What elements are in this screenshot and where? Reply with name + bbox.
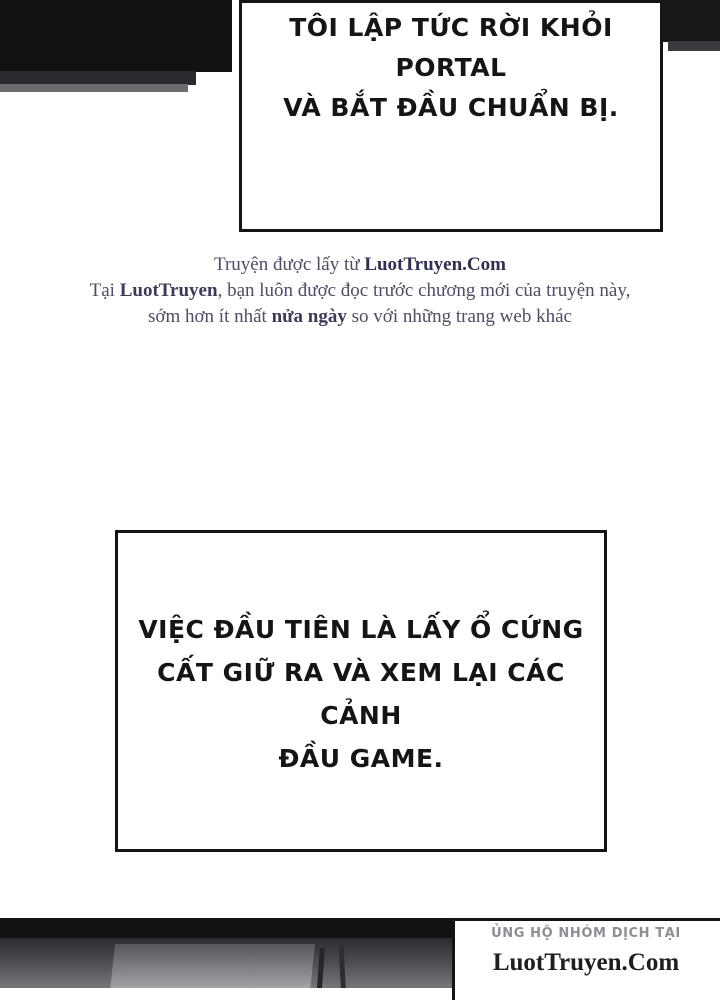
narration-text-middle — [118, 608, 604, 780]
art-shape-dark-left — [0, 0, 232, 72]
promo-line2-b: , bạn luôn được đọc trước chương mới của truyện này, — [217, 280, 631, 301]
art-shape-midgray-left — [0, 71, 196, 85]
promo-line3-bold: nửa ngày — [271, 306, 347, 327]
narration-top-line2: VÀ BẮT ĐẦU CHUẨN BỊ. — [283, 93, 619, 122]
art-shape-midgray-right — [668, 41, 720, 51]
promo-line2-a: Tại — [89, 280, 120, 301]
narration-text-top — [242, 8, 660, 128]
credit-watermark — [452, 926, 720, 977]
credit-brand-text: LuotTruyen.Com — [492, 949, 680, 976]
narration-mid-line1: VIỆC ĐẦU TIÊN LÀ LẤY Ổ CỨNG — [138, 615, 584, 644]
credit-support-text: ỦNG HỘ NHÓM DỊCH TẠI — [491, 926, 681, 941]
promo-brand-inline: LuotTruyen.Com — [364, 254, 506, 275]
promo-watermark — [0, 252, 720, 330]
narration-mid-line3: ĐẦU GAME. — [278, 744, 444, 773]
art-shape-dark-bottom — [0, 918, 452, 940]
promo-line-2 — [0, 278, 720, 304]
promo-line-3 — [0, 304, 720, 330]
narration-box-top — [239, 0, 663, 232]
promo-line3-a: sớm hơn ít nhất — [148, 306, 272, 327]
narration-top-line1: TÔI LẬP TỨC RỜI KHỎI PORTAL — [289, 13, 613, 82]
narration-mid-line2: CẤT GIỮ RA VÀ XEM LẠI CÁC CẢNH — [157, 658, 565, 730]
promo-line3-b: so với những trang web khác — [346, 306, 572, 327]
art-shape-dark-right — [662, 0, 720, 42]
art-shape-lightgray-left — [0, 84, 188, 92]
promo-line2-brand: LuotTruyen — [119, 280, 218, 301]
promo-line1-prefix: Truyện được lấy từ — [214, 254, 365, 275]
art-shape-white-bar — [0, 988, 452, 1000]
promo-line-1 — [0, 252, 720, 278]
narration-box-middle — [115, 530, 607, 852]
